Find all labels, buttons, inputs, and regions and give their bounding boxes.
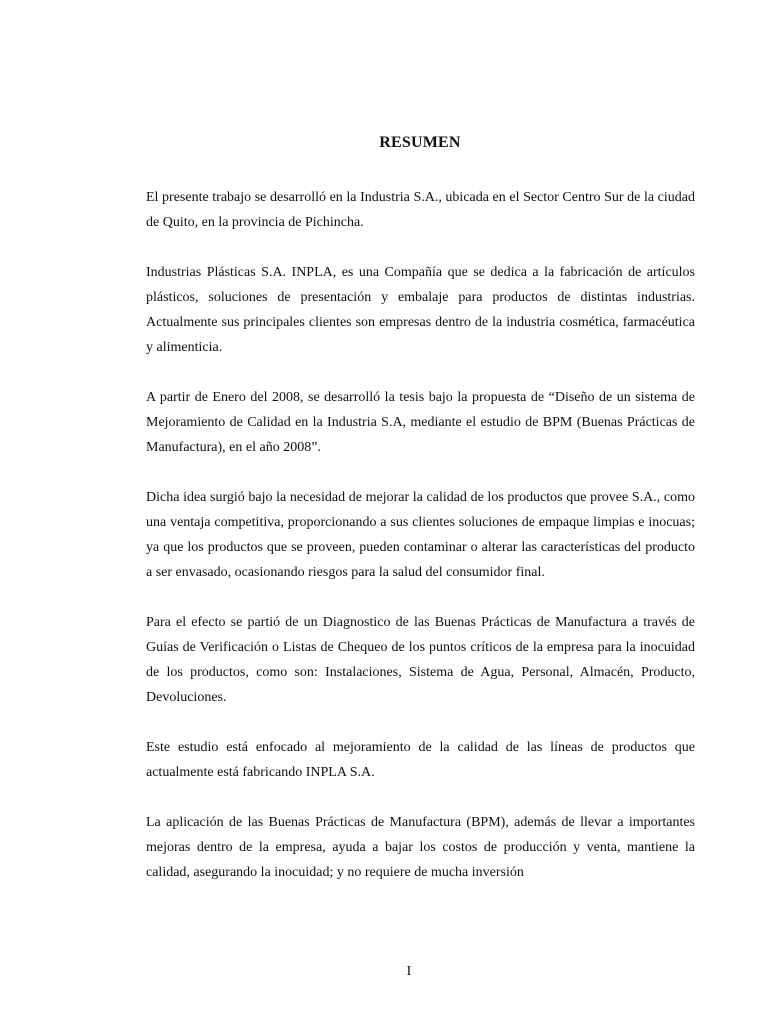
page-number: I — [406, 964, 412, 979]
paragraph-company: Industrias Plásticas S.A. INPLA, es una Compañía que se dedica a la fabricación de artículos plásticos, soluciones de presentación y embalaje para productos de distintas industrias. Actualmente sus principales clientes son empresas dentro de la industria cosmética, farmacéutica y alimenticia. — [146, 265, 695, 355]
paragraph-diagnostic: Para el efecto se partió de un Diagnostico de las Buenas Prácticas de Manufactura a través de Guías de Verificación o Listas de Chequeo de los puntos críticos de la empresa para la inocuidad de los productos, como son: Instalaciones, Sistema de Agua, Personal, Almacén, Producto, Devoluciones. — [146, 615, 695, 705]
document-body — [146, 185, 695, 885]
paragraph-study-focus: Este estudio está enfocado al mejoramiento de la calidad de las líneas de productos que actualmente está fabricando INPLA S.A. — [146, 740, 695, 780]
paragraph-motivation: Dicha idea surgió bajo la necesidad de mejorar la calidad de los productos que provee S.A., como una ventaja competitiva, proporcionando a sus clientes soluciones de empaque limpias e inocuas; ya que los productos que se proveen, pueden contaminar o alterar las características del producto a ser envasado, ocasionando riesgos para la salud del consumidor final. — [146, 490, 695, 580]
paragraph-thesis-proposal: A partir de Enero del 2008, se desarrolló la tesis bajo la propuesta de “Diseño de un sistema de Mejoramiento de Calidad en la Industria S.A, mediante el estudio de BPM (Buenas Prácticas de Manufactura), en el año 2008”. — [146, 390, 695, 455]
document-title: RESUMEN — [379, 134, 461, 151]
paragraph-bpm-benefits: La aplicación de las Buenas Prácticas de Manufactura (BPM), además de llevar a importantes mejoras dentro de la empresa, ayuda a bajar los costos de producción y venta, mantiene la calidad, asegurando la inocuidad; y no requiere de mucha inversión — [146, 815, 695, 880]
paragraph-location: El presente trabajo se desarrolló en la Industria S.A., ubicada en el Sector Centro Sur de la ciudad de Quito, en la provincia de Pichincha. — [146, 190, 695, 230]
